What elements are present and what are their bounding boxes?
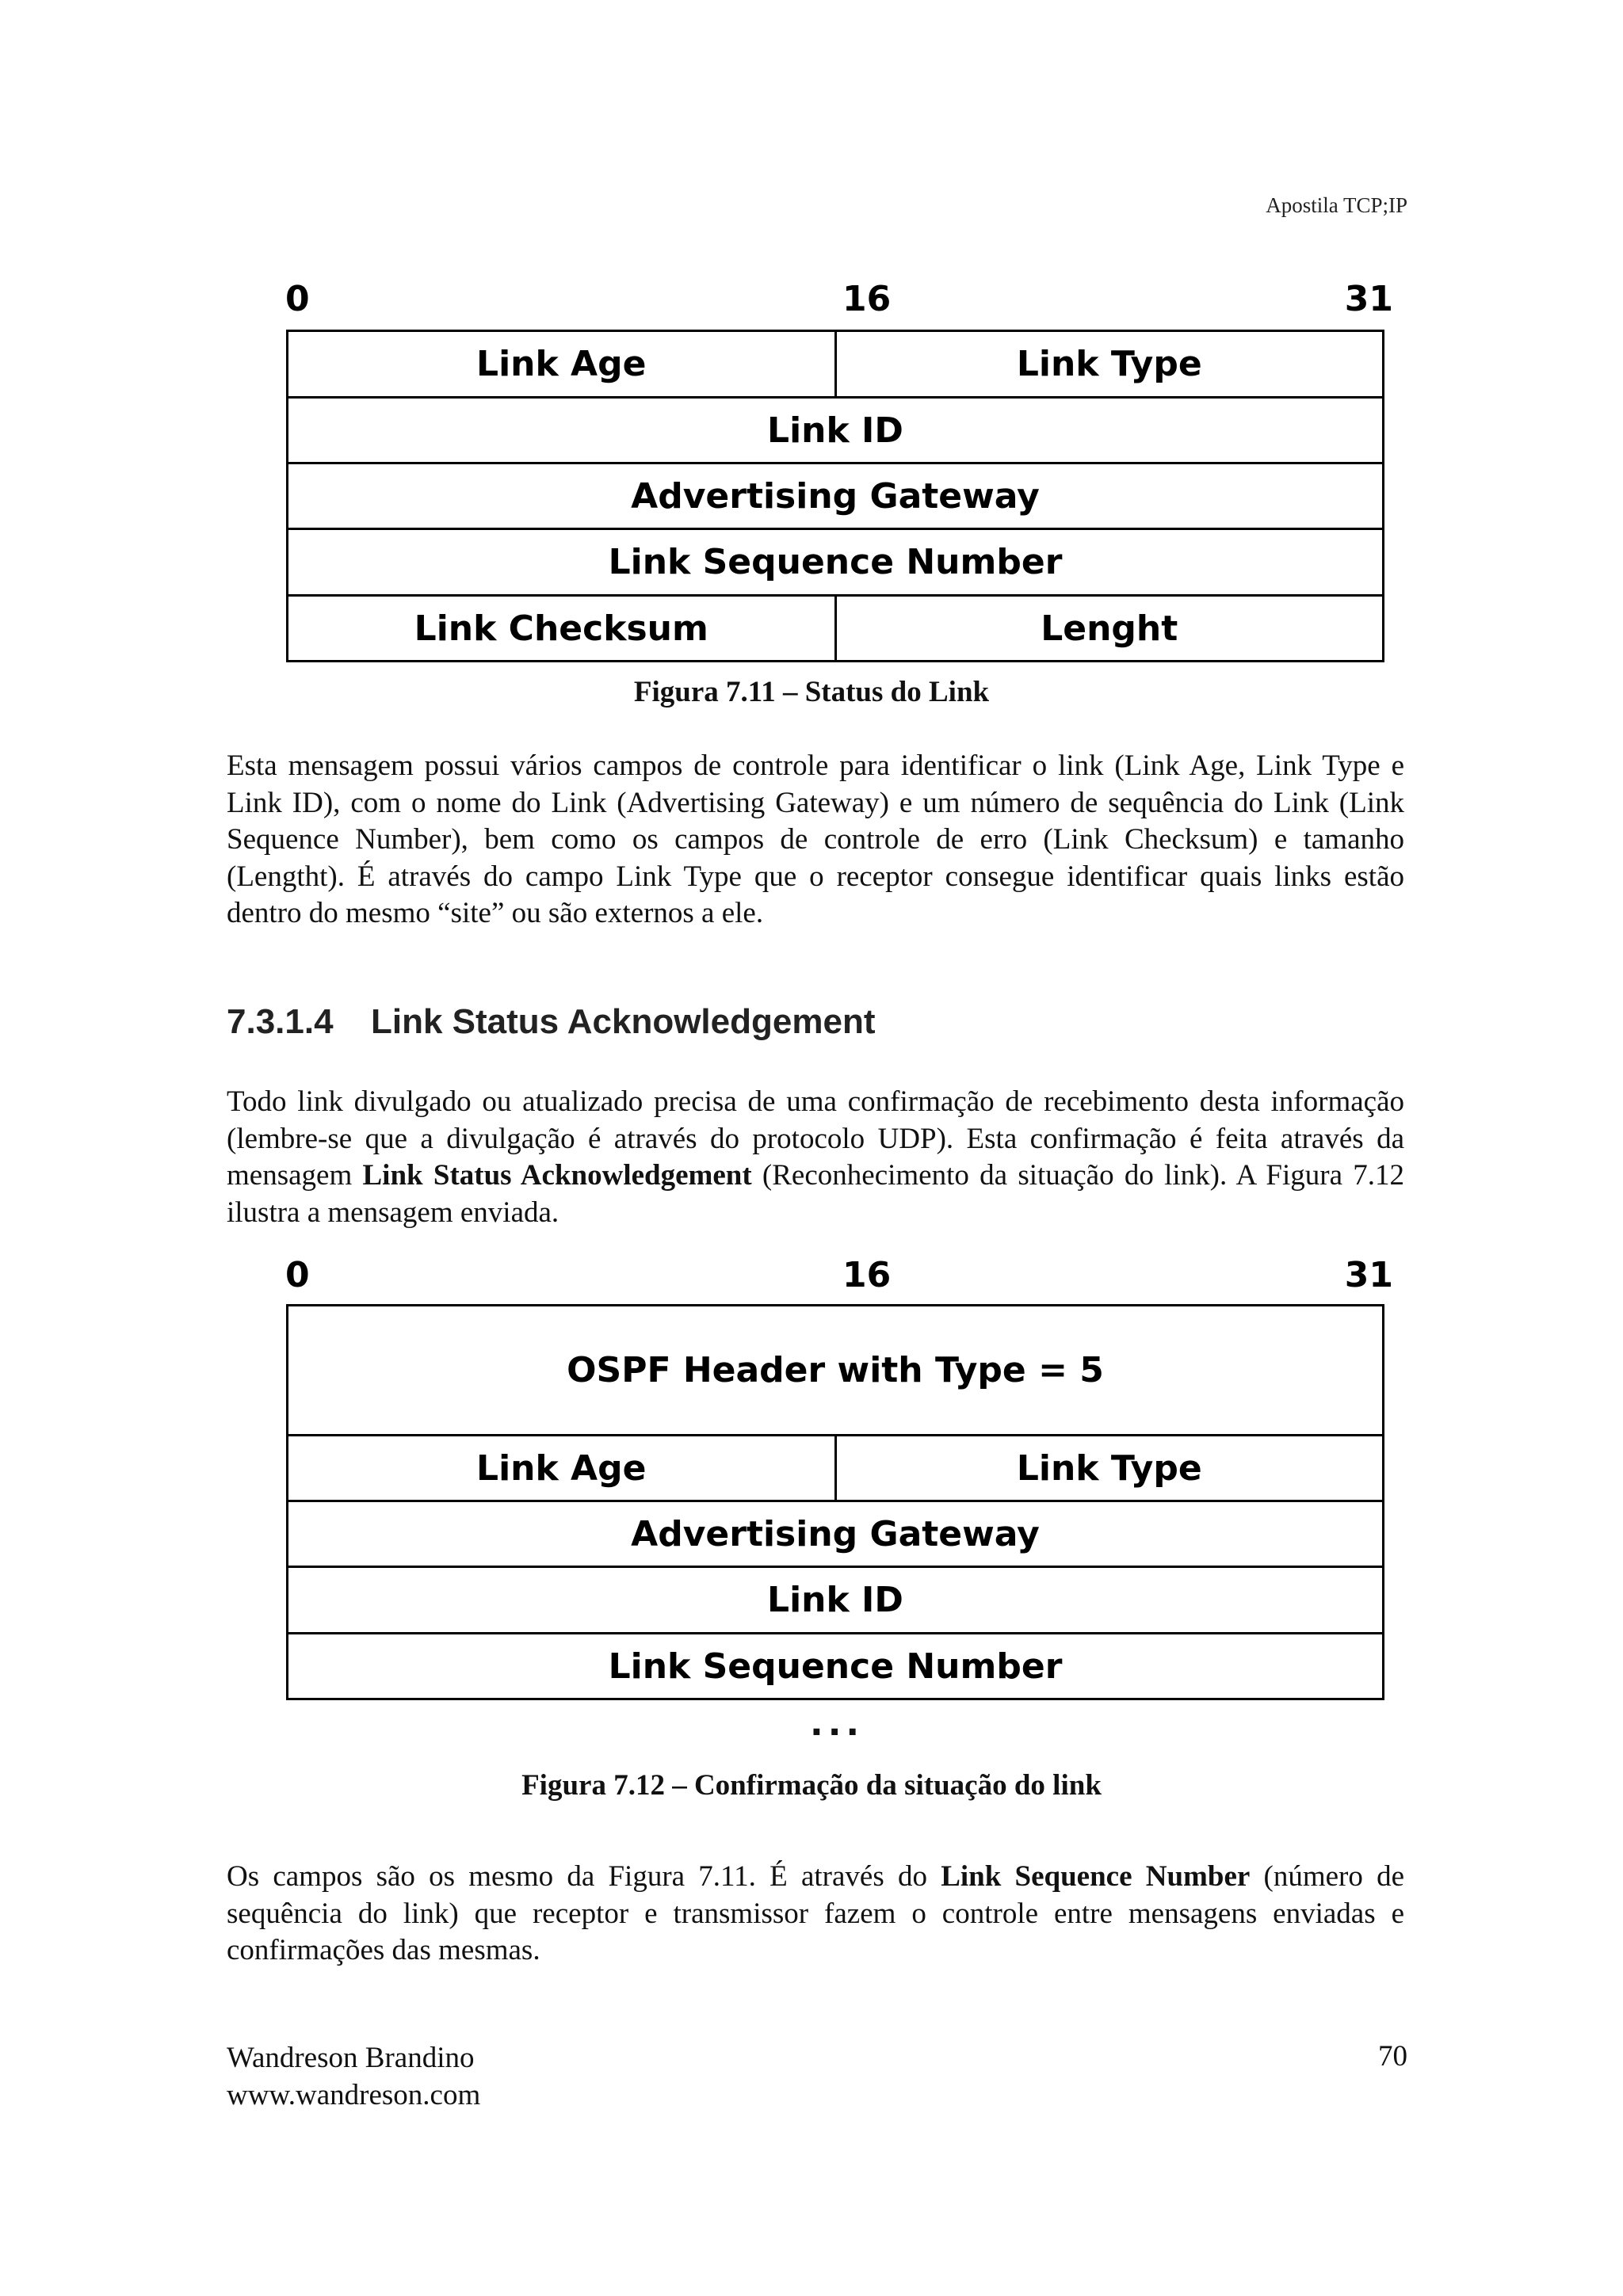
section-heading bbox=[227, 1002, 875, 1042]
bit-ruler bbox=[285, 1255, 1393, 1295]
packet-row bbox=[288, 332, 1382, 399]
body-paragraph bbox=[227, 1084, 1404, 1231]
field-link-sequence-number: Link Sequence Number bbox=[608, 1646, 1063, 1687]
bit-label-end: 31 bbox=[1344, 279, 1393, 319]
field-advertising-gateway: Advertising Gateway bbox=[631, 1513, 1040, 1554]
section-number: 7.3.1.4 bbox=[227, 1002, 334, 1041]
paragraph-text: Os campos são os mesmo da Figura 7.11. É através do bbox=[227, 1860, 941, 1893]
field-link-id: Link ID bbox=[767, 410, 903, 451]
paragraph-text: Todo link divulgado ou atualizado precisa de uma confirmação de recebimento desta informação (lembre-se que a divulgação é através do protocolo UDP). Esta confirmação é feita através da mensagem bbox=[227, 1085, 1404, 1192]
bit-ruler bbox=[285, 279, 1393, 318]
packet-row bbox=[288, 597, 1382, 660]
bit-label-middle: 16 bbox=[842, 279, 892, 319]
footer-author-block bbox=[227, 2039, 480, 2114]
emphasis-text: Link Status Acknowledgement bbox=[362, 1159, 752, 1192]
paragraph-text: (Reconhecimento da situação do link). A Figura 7.12 ilustra a mensagem enviada. bbox=[227, 1159, 1405, 1229]
packet-row bbox=[288, 1634, 1382, 1698]
field-link-age: Link Age bbox=[476, 1447, 647, 1489]
packet-row bbox=[288, 1502, 1382, 1568]
figure-caption: Figura 7.12 – Confirmação da situação do link bbox=[521, 1769, 1102, 1802]
running-header: Apostila TCP;IP bbox=[1266, 193, 1407, 217]
paragraph-text: (número de sequência do link) que receptor e transmissor fazem o controle entre mensagens enviadas e confirmações das mesmas. bbox=[227, 1860, 1405, 1966]
field-link-type: Link Type bbox=[834, 1436, 1383, 1500]
field-ospf-header: OSPF Header with Type = 5 bbox=[567, 1350, 1104, 1390]
footer-website: www.wandreson.com bbox=[227, 2079, 481, 2111]
link-status-ack-packet-diagram bbox=[286, 1304, 1384, 1700]
figure-caption: Figura 7.11 – Status do Link bbox=[633, 676, 990, 708]
field-advertising-gateway: Advertising Gateway bbox=[631, 475, 1040, 517]
packet-row bbox=[288, 1306, 1382, 1436]
bit-label-start: 0 bbox=[285, 279, 310, 319]
bit-label-end: 31 bbox=[1344, 1255, 1393, 1295]
emphasis-text: Link Sequence Number bbox=[941, 1860, 1251, 1893]
field-link-sequence-number: Link Sequence Number bbox=[608, 542, 1063, 582]
section-title: Link Status Acknowledgement bbox=[371, 1002, 876, 1041]
continuation-ellipsis: ... bbox=[810, 1703, 865, 1744]
field-link-age: Link Age bbox=[476, 344, 647, 384]
packet-row bbox=[288, 1568, 1382, 1634]
field-link-checksum: Link Checksum bbox=[414, 608, 708, 649]
packet-row bbox=[288, 399, 1382, 464]
packet-row bbox=[288, 464, 1382, 530]
link-status-packet-diagram bbox=[286, 330, 1384, 662]
packet-row bbox=[288, 530, 1382, 597]
field-link-id: Link ID bbox=[767, 1580, 903, 1620]
field-link-type: Link Type bbox=[834, 332, 1383, 396]
packet-row bbox=[288, 1436, 1382, 1502]
field-length: Lenght bbox=[834, 597, 1383, 660]
bit-label-start: 0 bbox=[285, 1255, 310, 1295]
footer-author: Wandreson Brandino bbox=[227, 2042, 475, 2074]
body-paragraph: Esta mensagem possui vários campos de controle para identificar o link (Link Age, Link Type e Link ID), com o nome do Link (Advertising Gateway) e um número de sequência do Link (Link Sequence Number), bem como os campos de controle de erro (Link Checksum) e tamanho (Lengtht). É através do campo Link Type que o receptor consegue identificar quais links estão dentro do mesmo “site” ou são externos a ele. bbox=[227, 749, 1404, 929]
bit-label-middle: 16 bbox=[842, 1255, 892, 1295]
page-number: 70 bbox=[1378, 2040, 1407, 2073]
body-paragraph bbox=[227, 1859, 1404, 1970]
